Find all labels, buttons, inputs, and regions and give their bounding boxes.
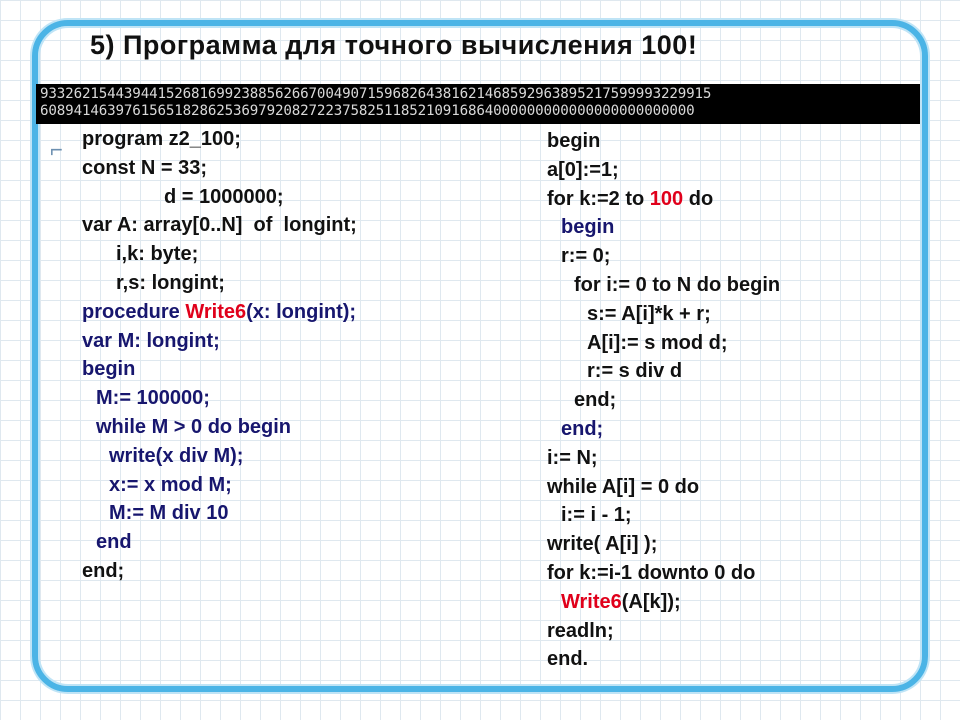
code-keyword: end — [96, 531, 132, 554]
code-text: for k:=2 to — [547, 187, 650, 210]
code-line: end. — [547, 648, 589, 671]
code-listing-left — [82, 125, 357, 586]
code-line: r:= s div d — [587, 360, 683, 383]
code-keyword: var M: longint; — [82, 329, 220, 352]
code-line: i:= N; — [547, 446, 598, 469]
code-line: i:= i - 1; — [561, 504, 632, 527]
code-keyword: M:= M div 10 — [109, 502, 229, 525]
code-line: begin — [547, 130, 601, 152]
program-output-strip — [36, 84, 920, 124]
code-line: i,k: byte; — [116, 243, 199, 266]
code-line — [547, 213, 780, 242]
code-line: for i:= 0 to N do begin — [574, 273, 781, 296]
procedure-name: Write6 — [185, 300, 247, 323]
code-line — [82, 442, 357, 471]
code-line: while A[i] = 0 do — [547, 475, 700, 498]
code-line: d = 1000000; — [164, 185, 284, 208]
code-keyword: x:= x mod M; — [109, 473, 232, 496]
code-line: r,s: longint; — [116, 271, 225, 294]
code-keyword: while M > 0 do begin — [96, 415, 292, 438]
code-line — [82, 413, 357, 442]
code-line: program z2_100; — [82, 128, 241, 150]
code-line — [82, 499, 357, 528]
highlight-number: 100 — [649, 187, 684, 210]
output-line-2: 608941463976156518286253697920827223758251185210916864000000000000000000000000 — [40, 103, 695, 119]
slide-margin-marker-icon: ⌐ — [50, 137, 63, 162]
code-line — [547, 185, 780, 214]
code-text: do — [683, 187, 714, 210]
code-keyword: M:= 100000; — [96, 387, 210, 410]
code-line — [82, 528, 357, 557]
code-line: readln; — [547, 619, 614, 642]
code-line: r:= 0; — [561, 245, 611, 268]
code-line: var A: array[0..N] of longint; — [82, 214, 357, 237]
code-line — [547, 415, 780, 444]
code-line: write( A[i] ); — [547, 533, 658, 556]
code-line: A[i]:= s mod d; — [587, 331, 728, 354]
slide-title: 5) Программа для точного вычисления 100! — [90, 30, 698, 60]
code-line — [82, 471, 357, 500]
code-keyword: begin — [82, 358, 136, 381]
code-line — [547, 588, 780, 617]
code-line: const N = 33; — [82, 156, 208, 179]
code-line: end; — [82, 559, 125, 582]
code-keyword: procedure — [82, 300, 186, 323]
code-line: a[0]:=1; — [547, 158, 619, 181]
code-text: (A[k]); — [621, 590, 681, 613]
code-line — [82, 327, 357, 356]
code-line: for k:=i-1 downto 0 do — [547, 561, 756, 584]
code-line — [82, 384, 357, 413]
code-listing-right — [547, 127, 780, 674]
code-line: s:= A[i]*k + r; — [587, 302, 711, 325]
code-keyword: (x: longint); — [246, 300, 357, 323]
code-keyword: end; — [561, 417, 604, 440]
code-line — [82, 298, 357, 327]
code-line: end; — [574, 389, 617, 412]
code-keyword: write(x div M); — [109, 444, 244, 467]
procedure-name: Write6 — [561, 590, 622, 613]
code-keyword: begin — [561, 216, 615, 239]
code-line — [82, 355, 357, 384]
output-line-1: 93326215443944152681699238856266700490715968264381621468592963895217599993229915 — [40, 86, 712, 102]
